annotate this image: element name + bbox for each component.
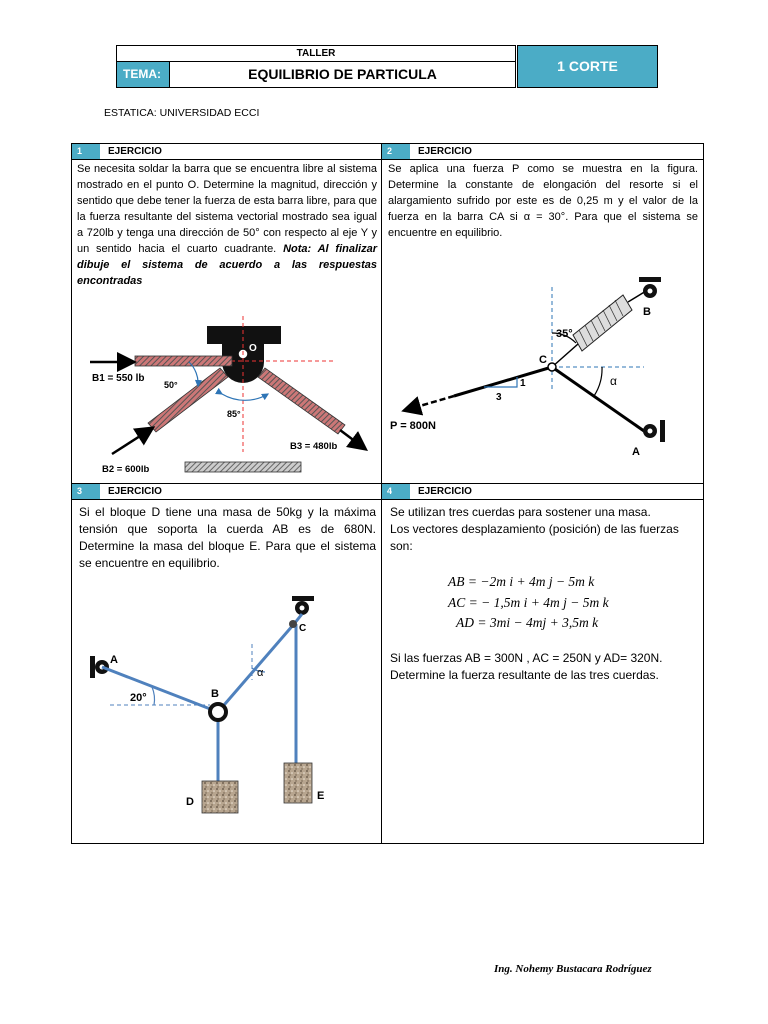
header-table <box>116 45 516 88</box>
exercise-1-text: Se necesita soldar la barra que se encuentra libre al sistema mostrado en el punto O. Determine la magnitud, dirección y sentido que debe tener la fuerza de esta barra libre, para que la fuerza resultante del sistema vectorial mostrado sea igual a 720lb y tenga una dirección de 50° con respecto al eje Y y un sentido hacia el cuarto cuadrante. Nota: Al finalizar dibuje el sistema de acuerdo a las respuestas encontradas <box>77 163 377 287</box>
label-35: 35° <box>556 328 573 340</box>
block-d <box>202 781 238 813</box>
label-a: A <box>632 446 640 458</box>
figure-2 <box>382 269 703 483</box>
fixed-support <box>207 326 281 344</box>
force-p-arrow <box>406 396 454 410</box>
support-c <box>292 596 314 601</box>
exercise-3-label: EJERCICIO <box>108 486 162 497</box>
spring <box>573 295 632 351</box>
angle-20-arc <box>152 687 154 705</box>
bar-b2 <box>148 368 228 432</box>
label-b: B <box>643 306 651 318</box>
pulley-c <box>289 620 297 628</box>
label-c: C <box>539 354 547 366</box>
equation-ac: AC = − 1,5m i + 4m j − 5m k <box>448 595 609 610</box>
angle-85-arc <box>222 394 268 400</box>
label-50: 50° <box>164 380 178 390</box>
label-b2: B2 = 600lb <box>102 464 150 475</box>
label-p: P = 800N <box>390 420 436 432</box>
label-a: A <box>110 654 118 666</box>
support-b <box>639 277 661 282</box>
support-a <box>90 656 95 678</box>
exercise-4-text-1: Se utilizan tres cuerdas para sostener una masa. <box>390 505 651 519</box>
exercise-1-note: Nota: Al finalizar dibuje el sistema de acuerdo a las respuestas encontradas <box>77 243 377 287</box>
corte-badge: 1 CORTE <box>517 45 658 88</box>
exercise-2 <box>381 143 704 484</box>
exercise-1-header <box>72 144 381 160</box>
angle-alpha-arc <box>594 367 602 396</box>
force-p-line <box>454 367 552 396</box>
label-d: D <box>186 796 194 808</box>
label-b1: B1 = 550 lb <box>92 373 145 384</box>
exercise-3-text: Si el bloque D tiene una masa de 50kg y la máxima tensión que soporta la cuerda AB es de 680N. Determine la masa del bloque E. Para que el sistema se encuentre en equilibrio. <box>79 505 376 570</box>
equation-ad: AD = 3mi − 4mj + 3,5m k <box>456 615 599 630</box>
exercise-4-number: 4 <box>382 484 410 499</box>
label-20: 20° <box>130 692 147 704</box>
exercise-4-text-3: Si las fuerzas AB = 300N , AC = 250N y AD= 320N. Determine la fuerza resultante de las tres cuerdas. <box>390 651 663 682</box>
spring-link <box>552 344 578 367</box>
label-85: 85° <box>227 409 241 419</box>
free-bar <box>185 462 301 472</box>
exercise-4 <box>381 483 704 844</box>
block-e <box>284 763 312 803</box>
figure-3 <box>72 584 381 842</box>
force-b2-arrow <box>112 429 151 454</box>
bar-b3 <box>258 368 345 434</box>
equation-ab: AB = −2m i + 4m j − 5m k <box>448 574 595 589</box>
label-b3: B3 = 480lb <box>290 441 338 452</box>
bar-b1 <box>135 356 232 366</box>
force-b3-arrow <box>340 430 364 448</box>
exercise-1-number: 1 <box>72 144 100 159</box>
exercise-4-text-2: Los vectores desplazamiento (posición) de las fuerzas son: <box>390 522 679 553</box>
label-e: E <box>317 790 325 802</box>
label-b: B <box>211 688 219 700</box>
ring-b <box>210 704 226 720</box>
exercise-2-number: 2 <box>382 144 410 159</box>
label-three: 3 <box>496 392 502 403</box>
taller-label: TALLER <box>117 46 515 62</box>
exercise-3-number: 3 <box>72 484 100 499</box>
exercise-2-header <box>382 144 703 160</box>
label-c: C <box>299 623 307 634</box>
label-alpha: α <box>610 374 617 388</box>
joint-c <box>548 363 556 371</box>
label-one: 1 <box>520 378 526 389</box>
exercise-3 <box>71 483 382 844</box>
exercise-2-text: Se aplica una fuerza P como se muestra en la figura. Determine la constante de elongación del resorte si el alargamiento sufrido por este es de 0,25 m y el valor de la fuerza en la barra CA si α = 30°. Para que el sistema se encuentre en equilibrio. <box>388 163 698 239</box>
exercise-1-label: EJERCICIO <box>108 146 162 157</box>
tema-title: EQUILIBRIO DE PARTICULA <box>169 62 515 87</box>
tema-label: TEMA: <box>117 62 169 87</box>
figure-1 <box>72 314 381 484</box>
exercise-1 <box>71 143 382 484</box>
exercise-4-label: EJERCICIO <box>418 486 472 497</box>
subtitle: ESTATICA: UNIVERSIDAD ECCI <box>104 107 260 119</box>
exercise-2-label: EJERCICIO <box>418 146 472 157</box>
support-a <box>660 420 665 442</box>
label-o: O <box>249 343 257 354</box>
exercise-4-text <box>390 504 694 555</box>
exercise-3-header <box>72 484 381 500</box>
rope-bc <box>218 624 294 712</box>
signature: Ing. Nohemy Bustacara Rodríguez <box>494 963 652 975</box>
bar-ca <box>552 367 644 431</box>
label-alpha: α <box>257 667 264 679</box>
exercise-4-header <box>382 484 703 500</box>
